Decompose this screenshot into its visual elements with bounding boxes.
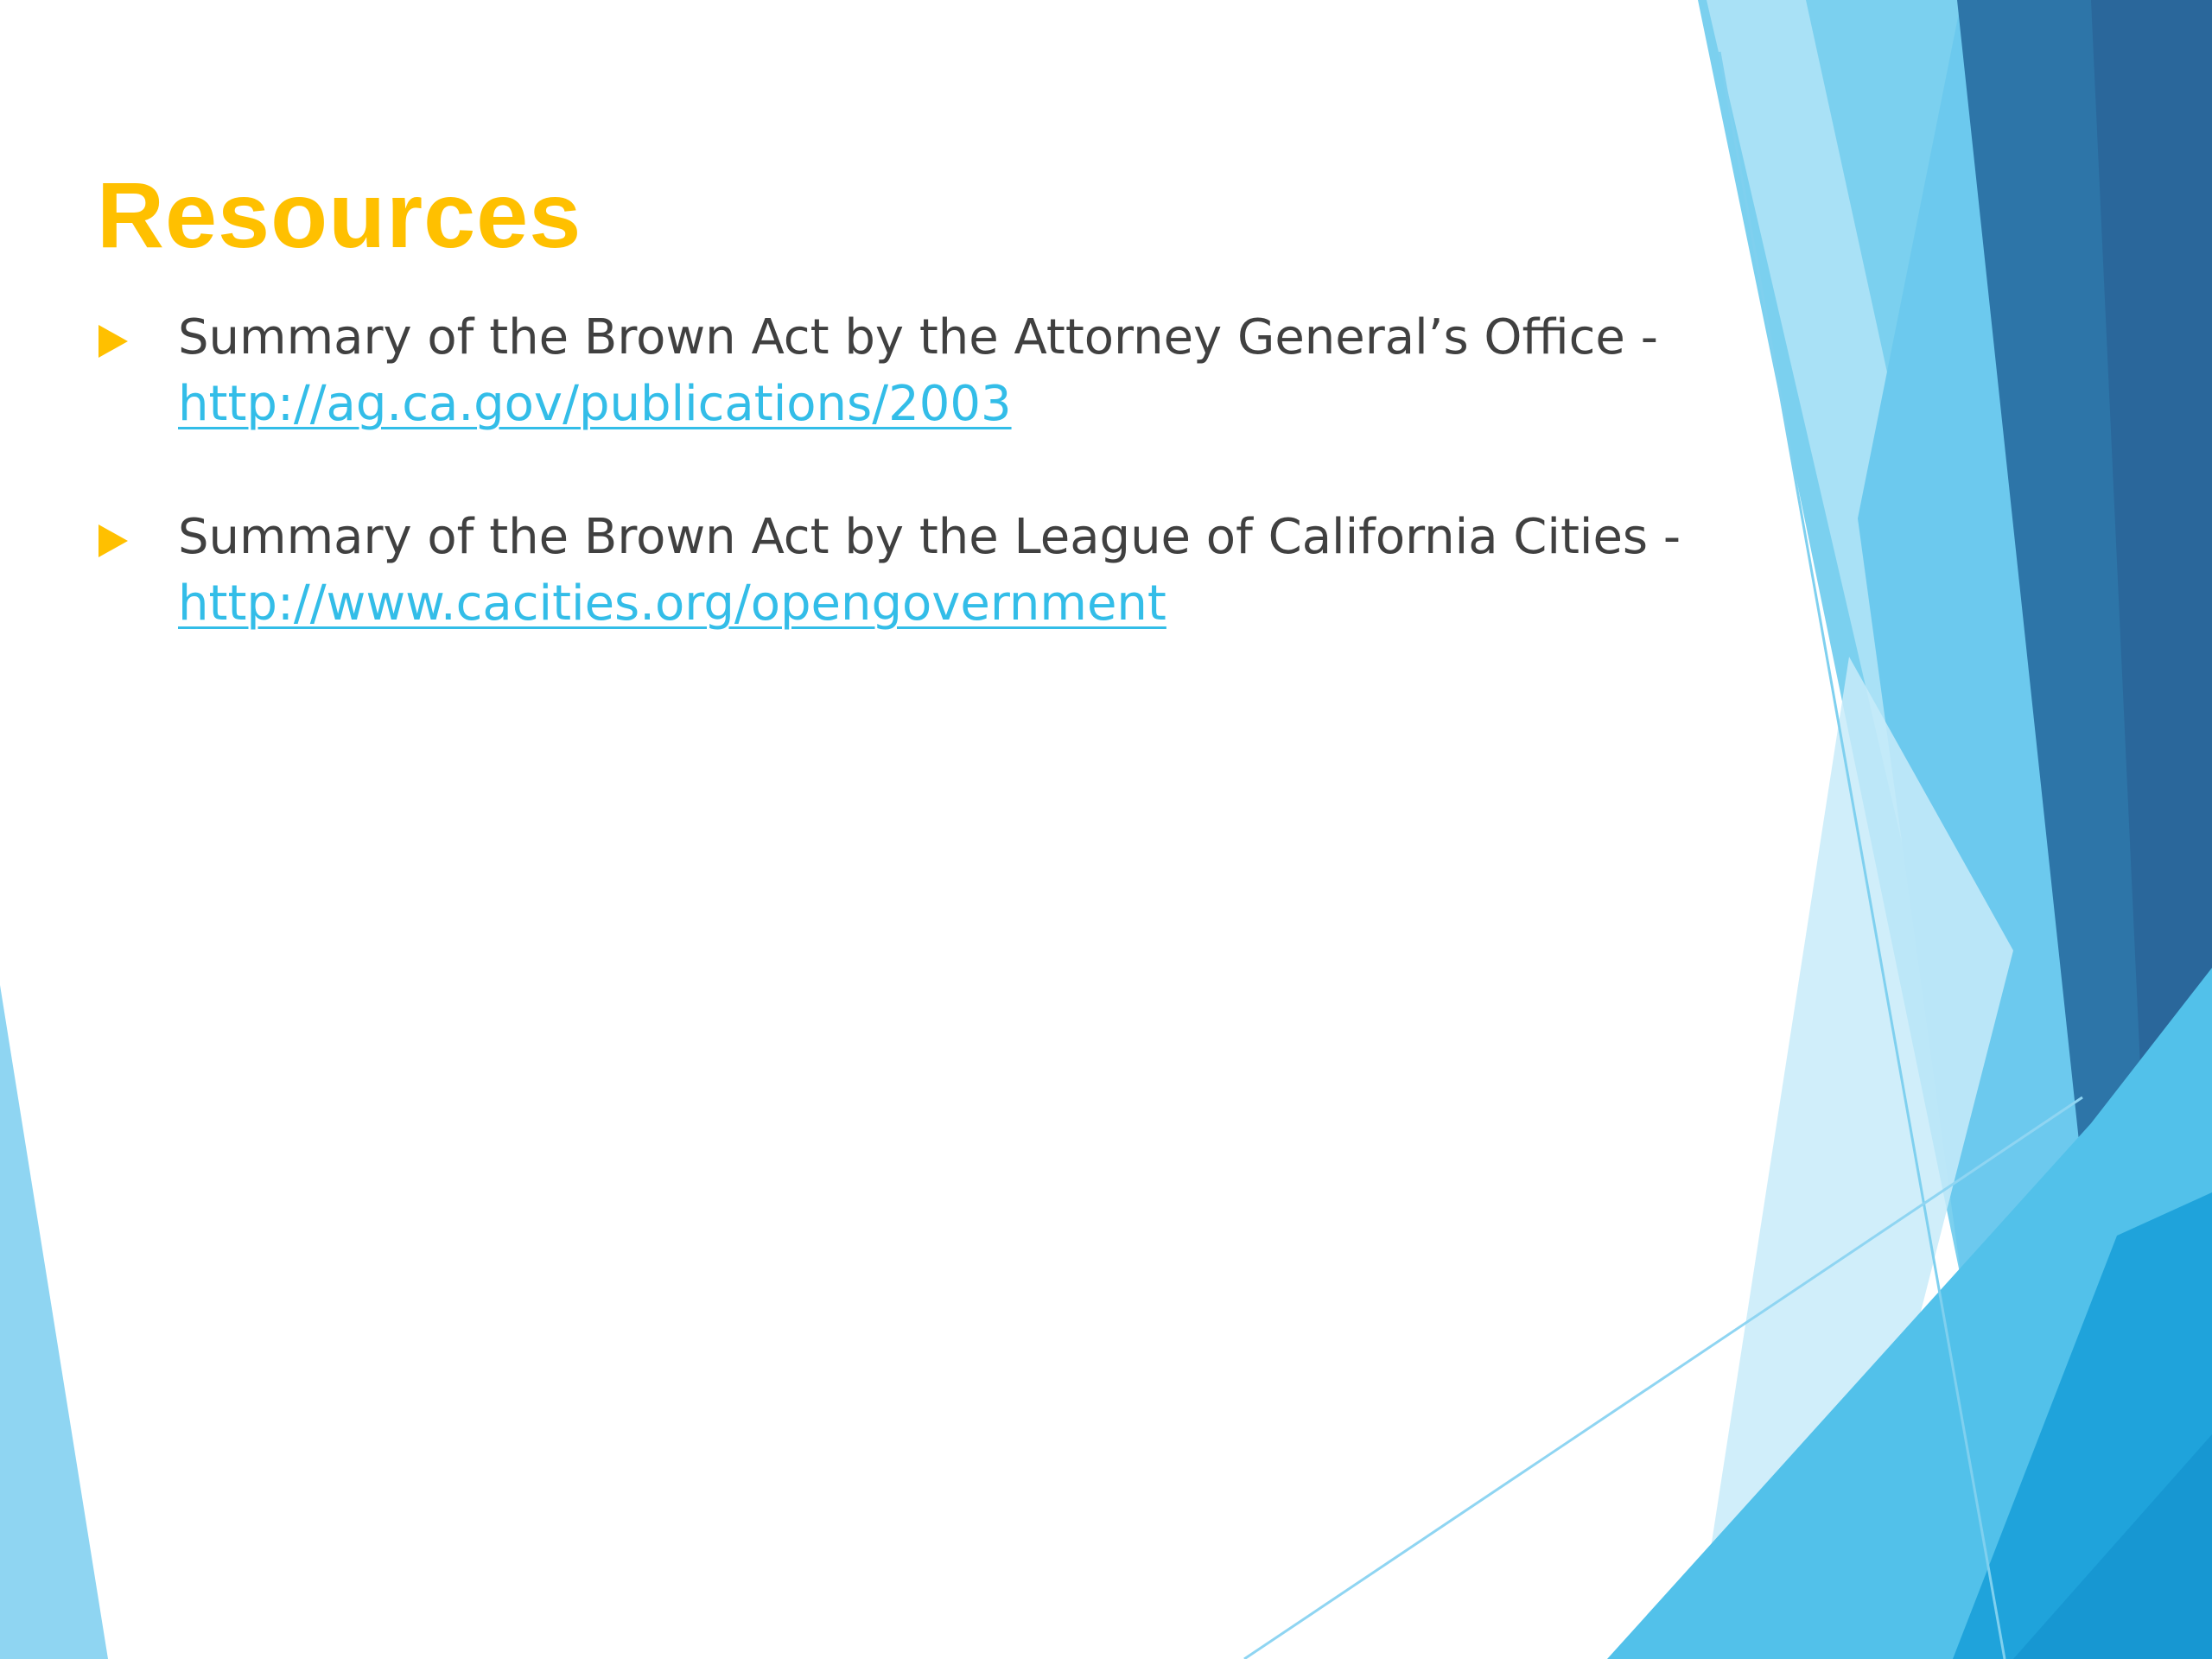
bullet-text: Summary of the Brown Act by the Attorney General’s Office - [178,309,1658,365]
left-accent-shape [0,985,108,1659]
bullet-text: Summary of the Brown Act by the League of California Cities - [178,509,1681,565]
attorney-general-link[interactable]: http://ag.ca.gov/publications/2003 [178,376,1012,432]
triangle-right-icon [99,524,128,557]
bullet-item-league-of-cities [97,504,1738,637]
bullet-item-attorney-general [97,304,1738,437]
slide-title: Resources [97,162,582,267]
triangle-right-icon [99,325,128,358]
league-of-cities-link[interactable]: http://www.cacities.org/opengovernment [178,575,1166,632]
bullet-list [97,304,1738,703]
